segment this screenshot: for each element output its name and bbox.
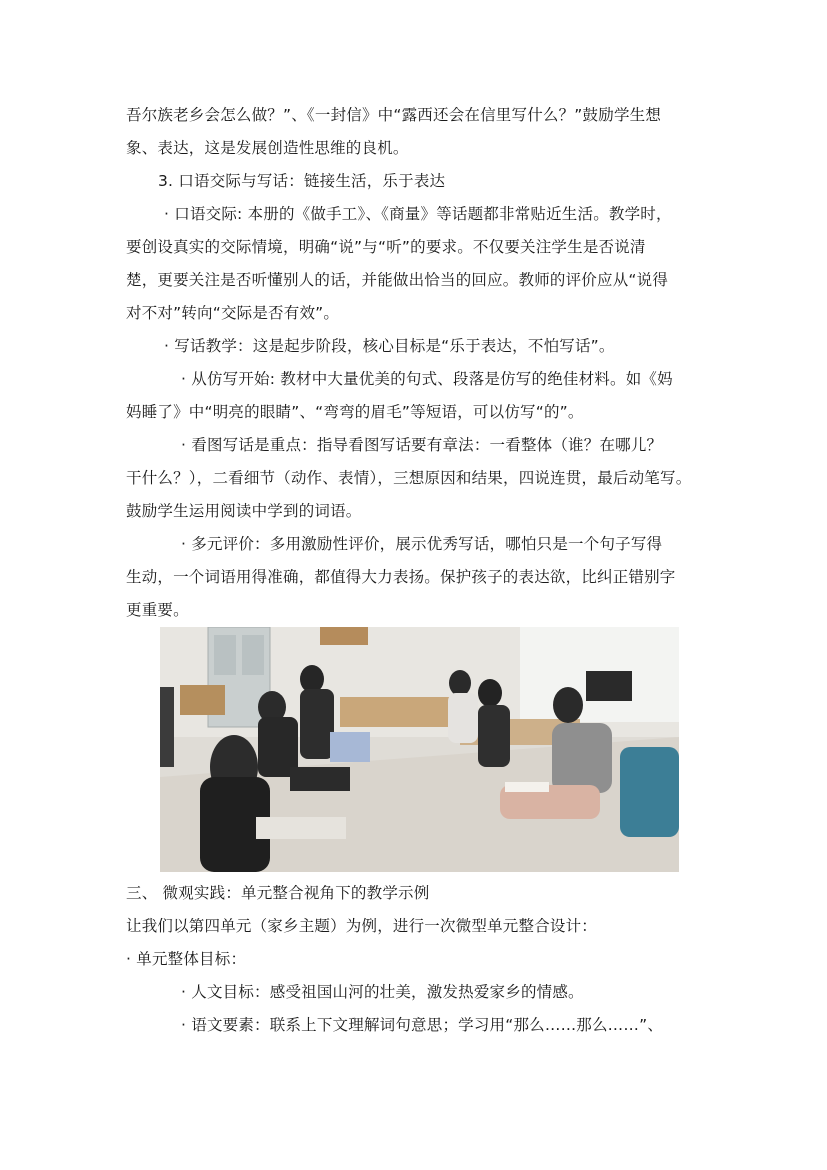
classroom-photo bbox=[160, 627, 679, 872]
sub-bullet-item: · 看图写话是重点：指导看图写话要有章法：一看整体（谁？在哪儿？ bbox=[181, 436, 663, 454]
sub-bullet-item: · 多元评价：多用激励性评价，展示优秀写话，哪怕只是一个句子写得 bbox=[181, 535, 663, 553]
paragraph-line: 干什么？），二看细节（动作、表情），三想原因和结果，四说连贯，最后动笔写。 bbox=[126, 469, 692, 487]
paragraph-line: 吾尔族老乡会怎么做？”、《一封信》中“露西还会在信里写什么？”鼓励学生想 bbox=[126, 106, 662, 124]
paragraph-line: 对不对”转向“交际是否有效”。 bbox=[126, 304, 340, 322]
paragraph-line: 更重要。 bbox=[126, 601, 189, 619]
bullet-item: · 写话教学：这是起步阶段，核心目标是“乐于表达，不怕写话”。 bbox=[164, 337, 615, 355]
bullet-item: · 口语交际: 本册的《做手工》、《商量》等话题都非常贴近生活。教学时， bbox=[164, 205, 672, 223]
section-heading: 3. 口语交际与写话：链接生活，乐于表达 bbox=[158, 172, 446, 190]
paragraph-line: 让我们以第四单元（家乡主题）为例，进行一次微型单元整合设计： bbox=[126, 917, 598, 935]
sub-bullet-item: · 从仿写开始: 教材中大量优美的句式、段落是仿写的绝佳材料。如《妈 bbox=[181, 370, 673, 388]
paragraph-line: 要创设真实的交际情境，明确“说”与“听”的要求。不仅要关注学生是否说清 bbox=[126, 238, 646, 256]
bullet-item: · 单元整体目标： bbox=[126, 950, 247, 968]
paragraph-line: 生动，一个词语用得准确，都值得大力表扬。保护孩子的表达欲，比纠正错别字 bbox=[126, 568, 676, 586]
paragraph-line: 楚，更要关注是否听懂别人的话，并能做出恰当的回应。教师的评价应从“说得 bbox=[126, 271, 669, 289]
photo-illustration bbox=[160, 627, 679, 872]
paragraph-line: 鼓励学生运用阅读中学到的词语。 bbox=[126, 502, 362, 520]
paragraph-line: 象、表达，这是发展创造性思维的良机。 bbox=[126, 139, 409, 157]
sub-bullet-item: · 人文目标：感受祖国山河的壮美，激发热爱家乡的情感。 bbox=[181, 983, 584, 1001]
sub-bullet-item: · 语文要素：联系上下文理解词句意思；学习用“那么……那么……”、 bbox=[181, 1016, 664, 1034]
paragraph-line: 妈睡了》中“明亮的眼睛”、“弯弯的眉毛”等短语，可以仿写“的”。 bbox=[126, 403, 584, 421]
section-heading: 三、 微观实践：单元整合视角下的教学示例 bbox=[126, 884, 430, 902]
